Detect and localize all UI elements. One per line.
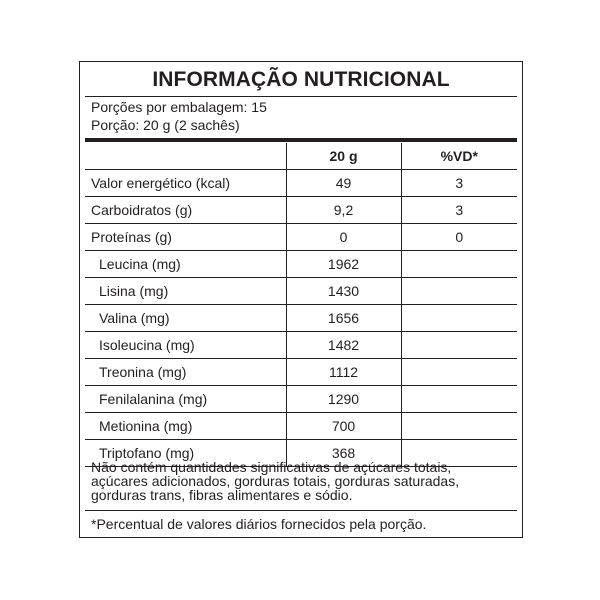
nutrient-name: Valor energético (kcal) <box>85 170 286 197</box>
nutrient-daily-value: 3 <box>401 170 517 197</box>
table-row <box>85 251 517 278</box>
nutrient-amount: 1962 <box>286 251 401 278</box>
nutrient-name: Treonina (mg) <box>85 359 286 386</box>
table-row <box>85 305 517 332</box>
nutrient-amount: 368 <box>286 440 401 467</box>
not-significant-note <box>91 460 519 502</box>
nutrition-facts-panel <box>79 61 523 538</box>
table-row <box>85 413 517 440</box>
nutrient-daily-value <box>401 332 517 359</box>
table-row <box>85 359 517 386</box>
nutrient-amount: 49 <box>286 170 401 197</box>
nutrient-daily-value: 3 <box>401 197 517 224</box>
title-divider <box>85 96 517 97</box>
table-header-row <box>85 143 517 170</box>
nutrient-daily-value <box>401 413 517 440</box>
nutrient-name: Carboidratos (g) <box>85 197 286 224</box>
nutrient-name: Metionina (mg) <box>85 413 286 440</box>
table-row <box>85 170 517 197</box>
nutrient-name: Isoleucina (mg) <box>85 332 286 359</box>
header-label <box>85 143 286 170</box>
nutrient-name: Proteínas (g) <box>85 224 286 251</box>
footnote: *Percentual de valores diários fornecidos pela porção. <box>91 516 427 532</box>
nutrient-name: Lisina (mg) <box>85 278 286 305</box>
table-row <box>85 278 517 305</box>
nutrient-daily-value <box>401 386 517 413</box>
nutrient-name: Leucina (mg) <box>85 251 286 278</box>
nutrient-amount: 1482 <box>286 332 401 359</box>
nutrient-daily-value <box>401 305 517 332</box>
serving-divider <box>85 138 517 142</box>
nutrient-daily-value <box>401 359 517 386</box>
nutrient-amount: 700 <box>286 413 401 440</box>
serving-size: Porção: 20 g (2 sachês) <box>91 117 240 133</box>
note-line: Não contém quantidades significativas de açúcares totais, <box>91 459 452 475</box>
header-daily-value: %VD* <box>401 143 517 170</box>
table-row <box>85 386 517 413</box>
nutrient-name: Triptofano (mg) <box>85 440 286 467</box>
nutrient-amount: 1290 <box>286 386 401 413</box>
nutrient-amount: 0 <box>286 224 401 251</box>
panel-title: INFORMAÇÃO NUTRICIONAL <box>152 68 450 91</box>
nutrient-amount: 1430 <box>286 278 401 305</box>
table-row <box>85 197 517 224</box>
nutrient-name: Valina (mg) <box>85 305 286 332</box>
header-amount: 20 g <box>286 143 401 170</box>
note-line: gorduras trans, fibras alimentares e sódio. <box>91 487 353 503</box>
nutrient-amount: 1656 <box>286 305 401 332</box>
nutrient-daily-value <box>401 278 517 305</box>
nutrient-daily-value: 0 <box>401 224 517 251</box>
nutrient-name: Fenilalanina (mg) <box>85 386 286 413</box>
footnote-divider <box>85 510 517 511</box>
note-line: açúcares adicionados, gorduras totais, gorduras saturadas, <box>91 473 460 489</box>
table-row <box>85 224 517 251</box>
nutrient-amount: 9,2 <box>286 197 401 224</box>
nutrient-daily-value <box>401 251 517 278</box>
nutrient-amount: 1112 <box>286 359 401 386</box>
servings-per-package: Porções por embalagem: 15 <box>91 99 267 115</box>
nutrition-table <box>85 143 517 467</box>
table-row <box>85 332 517 359</box>
